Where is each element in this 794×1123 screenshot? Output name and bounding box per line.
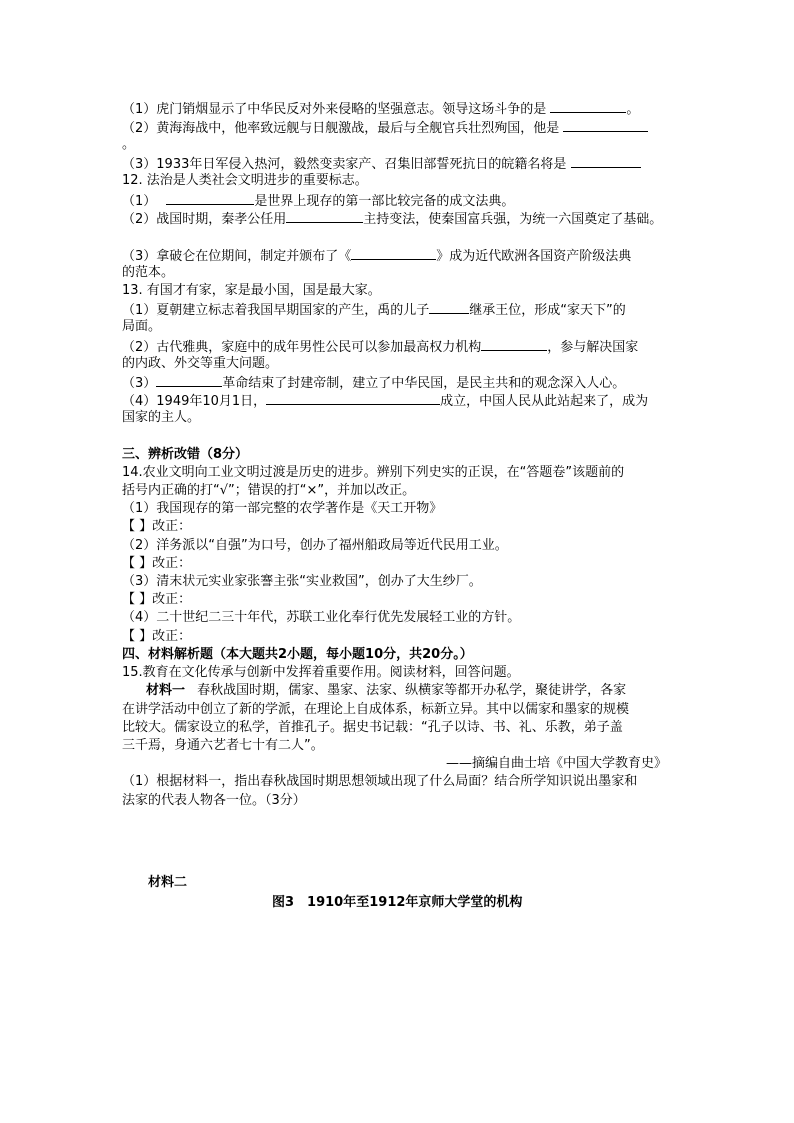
q13-part1-cont: 局面。 [122, 319, 162, 334]
material-1-line1 [146, 682, 626, 699]
q14-correction-1[interactable]: 【 】改正： [122, 519, 192, 534]
answer-blank[interactable] [351, 246, 436, 260]
q14-correction-2[interactable]: 【 】改正： [122, 556, 192, 571]
q11-part2-text: （2）黄海海战中，他率致远舰与日舰激战，最后与全舰官兵壮烈殉国，他是 [122, 121, 560, 136]
q12-part1-text: 是世界上现存的第一部比较完备的成文法典。 [254, 194, 515, 209]
q12-part2-end: 主持变法，使秦国富兵强，为统一六国奠定了基础。 [363, 212, 663, 227]
q12-part1-num: （1） [122, 194, 157, 209]
q12-part3-text: （3）拿破仑在位期间，制定并颁布了《 [122, 249, 352, 264]
q14-item4: （4）二十世纪二三十年代，苏联工业化奉行优先发展轻工业的方针。 [122, 610, 521, 625]
answer-blank[interactable] [481, 337, 547, 351]
q13-part2-end: ，参与解决国家 [547, 340, 639, 355]
q15-stem: 15.教育在文化传承与创新中发挥着重要作用。阅读材料，回答问题。 [122, 665, 520, 680]
q13-part3-line [122, 373, 625, 392]
section-3-heading: 三、辨析改错（8分） [122, 447, 249, 462]
answer-blank[interactable] [266, 391, 440, 405]
q14-stem-line2: 括号内正确的打“√”；错误的打“×”，并加以改正。 [122, 483, 416, 498]
q11-part3-line [122, 154, 641, 173]
material-2-label: 材料二 [148, 875, 188, 890]
q12-part3-end: 》成为近代欧洲各国资产阶级法典 [436, 249, 632, 264]
q11-part2-line [122, 118, 648, 137]
answer-blank[interactable] [166, 191, 254, 205]
figure-3-caption: 图3 1910年至1912年京师大学堂的机构 [272, 895, 523, 910]
material-1-line4: 三千焉，身通六艺者七十有二人”。 [122, 738, 324, 753]
answer-blank[interactable] [571, 154, 641, 168]
q13-part1-text: （1）夏朝建立标志着我国早期国家的产生，禹的儿子 [122, 303, 430, 318]
q13-part4-line [122, 391, 648, 410]
q14-correction-4[interactable]: 【 】改正： [122, 629, 192, 644]
q14-item1: （1）我国现存的第一部完整的农学著作是《天工开物》 [122, 501, 443, 516]
answer-blank[interactable] [563, 118, 648, 132]
answer-blank[interactable] [550, 99, 626, 113]
q15-part1-line2: 法家的代表人物各一位。（3分） [122, 793, 306, 808]
q11-part1-line [122, 99, 639, 118]
q11-part3-text: （3）1933年日军侵入热河，毅然变卖家产、召集旧部誓死抗日的皖籍名将是 [122, 157, 567, 172]
q12-part1-line [122, 191, 514, 210]
answer-blank[interactable] [156, 373, 222, 387]
q12-part2-text: （2）战国时期，秦孝公任用 [122, 212, 287, 227]
material-1-source: ——摘编自曲士培《中国大学教育史》 [446, 756, 668, 771]
q13-part1-end: 继承王位，形成“家天下”的 [469, 303, 626, 318]
section-4-heading: 四、材料解析题（本大题共2小题，每小题10分，共20分。） [122, 647, 473, 662]
q13-part4-end: 成立，中国人民从此站起来了，成为 [440, 394, 649, 409]
answer-blank[interactable] [429, 300, 469, 314]
q12-part3-cont: 的范本。 [122, 265, 175, 280]
q11-part2-end: 。 [122, 137, 136, 152]
q14-item2: （2）洋务派以“自强”为口号，创办了福州船政局等近代民用工业。 [122, 538, 508, 553]
q14-item3: （3）清末状元实业家张謇主张“实业救国”，创办了大生纱厂。 [122, 574, 482, 589]
q15-part1-line1: （1）根据材料一，指出春秋战国时期思想领域出现了什么局面？结合所学知识说出墨家和 [122, 774, 638, 789]
q12-part2-line [122, 209, 662, 228]
q12-part3-line [122, 246, 631, 265]
q13-part3-text: 革命结束了封建帝制，建立了中华民国，是民主共和的观念深入人心。 [222, 376, 626, 391]
q13-part2-line [122, 337, 638, 356]
q13-stem: 13. 有国才有家，家是最小国，国是最大家。 [122, 283, 381, 298]
q13-part4-text: （4）1949年10月1日， [122, 394, 267, 409]
q14-stem-line1: 14.农业文明向工业文明过渡是历史的进步。辨别下列史实的正误，在“答题卷”该题前的 [122, 465, 625, 480]
q11-part1-end: 。 [626, 102, 640, 117]
answer-blank[interactable] [286, 209, 363, 223]
material-1-line2: 在讲学活动中创立了新的学派，在理论上自成体系，标新立异。其中以儒家和墨家的规模 [122, 702, 630, 717]
q11-part1-text: （1）虎门销烟显示了中华民反对外来侵略的坚强意志。领导这场斗争的是 [122, 102, 547, 117]
q13-part2-text: （2）古代雅典，家庭中的成年男性公民可以参加最高权力机构 [122, 340, 482, 355]
material-1-label: 材料一 [146, 683, 186, 698]
material-1-line3: 比较大。儒家设立的私学，首推孔子。据史书记载：“孔子以诗、书、礼、乐教，弟子盖 [122, 720, 623, 735]
q14-correction-3[interactable]: 【 】改正： [122, 592, 192, 607]
material-1-text: 春秋战国时期，儒家、墨家、法家、纵横家等都开办私学，聚徒讲学，各家 [197, 683, 627, 698]
q13-part4-cont: 国家的主人。 [122, 410, 201, 425]
q12-stem: 12. 法治是人类社会文明进步的重要标志。 [122, 173, 368, 188]
q13-part1-line [122, 300, 626, 319]
q13-part2-cont: 的内政、外交等重大问题。 [122, 356, 279, 371]
q13-part3-num: （3） [122, 376, 157, 391]
